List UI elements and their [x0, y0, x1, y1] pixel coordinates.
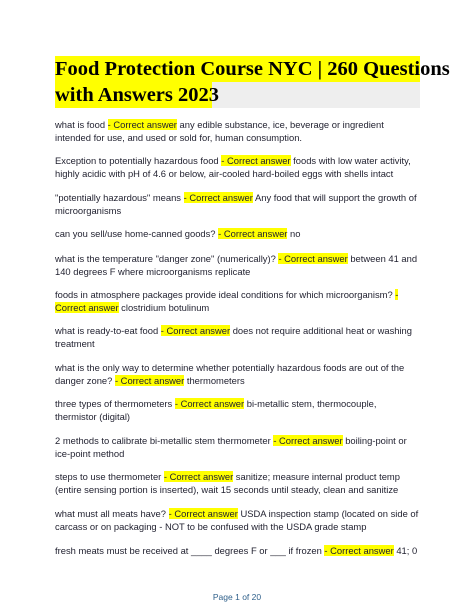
qa-item — [55, 289, 420, 314]
question-text: steps to use thermometer — [55, 471, 164, 482]
answer-marker: - Correct answer — [273, 435, 343, 446]
qa-item — [55, 228, 420, 241]
answer-marker: - Correct answer — [221, 155, 291, 166]
answer-text: no — [287, 228, 301, 239]
document-title — [55, 56, 450, 108]
question-text: "potentially hazardous" means — [55, 192, 184, 203]
answer-marker: - Correct answer — [174, 398, 245, 409]
answer-marker: - Correct answer — [107, 119, 177, 130]
qa-item — [55, 362, 420, 387]
answer-text: thermometers — [184, 374, 245, 386]
answer-marker: - Correct answer — [114, 374, 185, 386]
question-text: what is the only way to determine whether potentially hazardous foods are out of the danger zone? — [55, 362, 405, 386]
answer-text: foods with low water activity, highly acidic with pH of 4.6 or below, air-cooled hard-boiled eggs with shells intact — [55, 155, 411, 179]
answer-marker: - Correct answer — [278, 253, 348, 264]
question-text: 2 methods to calibrate bi-metallic stem thermometer — [55, 435, 274, 446]
answer-text: any edible substance, ice, beverage or ingredient intended for use, and used or sold for, human consumption. — [55, 119, 384, 143]
answer-text: Any food that will support the growth of microorganisms — [55, 192, 417, 216]
qa-item — [55, 192, 420, 217]
answer-marker: - Correct answer — [55, 289, 399, 313]
question-text: can you sell/use home-canned goods? — [55, 228, 219, 239]
question-text: what must all meats have? — [55, 508, 169, 519]
answer-text: USDA inspection stamp (located on side of carcass or on packaging - NOT to be confused with the USDA grade stamp — [55, 508, 419, 532]
qa-item — [55, 508, 420, 533]
question-text: what is the temperature "danger zone" (numerically)? — [55, 253, 279, 264]
answer-text: bi-metallic stem, thermocouple, thermistor (digital) — [55, 398, 377, 422]
qa-item — [55, 119, 420, 144]
answer-text: between 41 and 140 degrees F where microorganisms replicate — [55, 253, 418, 277]
title-line-1: Food Protection Course NYC | 260 Questions — [55, 58, 450, 80]
question-text: foods in atmosphere packages provide ideal conditions for which microorganism? — [55, 289, 396, 300]
qa-item — [55, 325, 420, 350]
title-line-2: with Answers 2023 — [55, 82, 420, 108]
question-text: fresh meats must be received at ____ degrees F or ___ if frozen — [55, 545, 325, 556]
answer-text: does not require additional heat or washing treatment — [55, 325, 412, 349]
question-text: Exception to potentially hazardous food — [55, 155, 222, 166]
qa-item — [55, 471, 420, 496]
qa-item — [55, 253, 420, 278]
question-text: what is ready-to-eat food — [55, 325, 161, 336]
question-text: what is food — [55, 119, 108, 130]
answer-marker: - Correct answer — [183, 192, 253, 203]
answer-marker: - Correct answer — [218, 228, 288, 239]
qa-item — [55, 398, 420, 423]
answer-marker: - Correct answer — [160, 325, 231, 336]
answer-text: boiling-point or ice-point method — [55, 435, 407, 459]
answer-text: 41; 0 — [393, 545, 418, 556]
question-text: three types of thermometers — [55, 398, 175, 409]
answer-text: clostridium botulinum — [118, 301, 210, 313]
qa-item — [55, 545, 420, 558]
page-number-footer: Page 1 of 20 — [212, 592, 262, 602]
answer-marker: - Correct answer — [168, 508, 238, 519]
answer-text: sanitize; measure internal product temp (entire sensing portion is inserted), wait 15 seconds until steady, clean and sanitize — [55, 471, 400, 495]
qa-item — [55, 435, 420, 460]
answer-marker: - Correct answer — [163, 471, 234, 482]
answer-marker: - Correct answer — [324, 545, 394, 556]
qa-item — [55, 155, 420, 180]
